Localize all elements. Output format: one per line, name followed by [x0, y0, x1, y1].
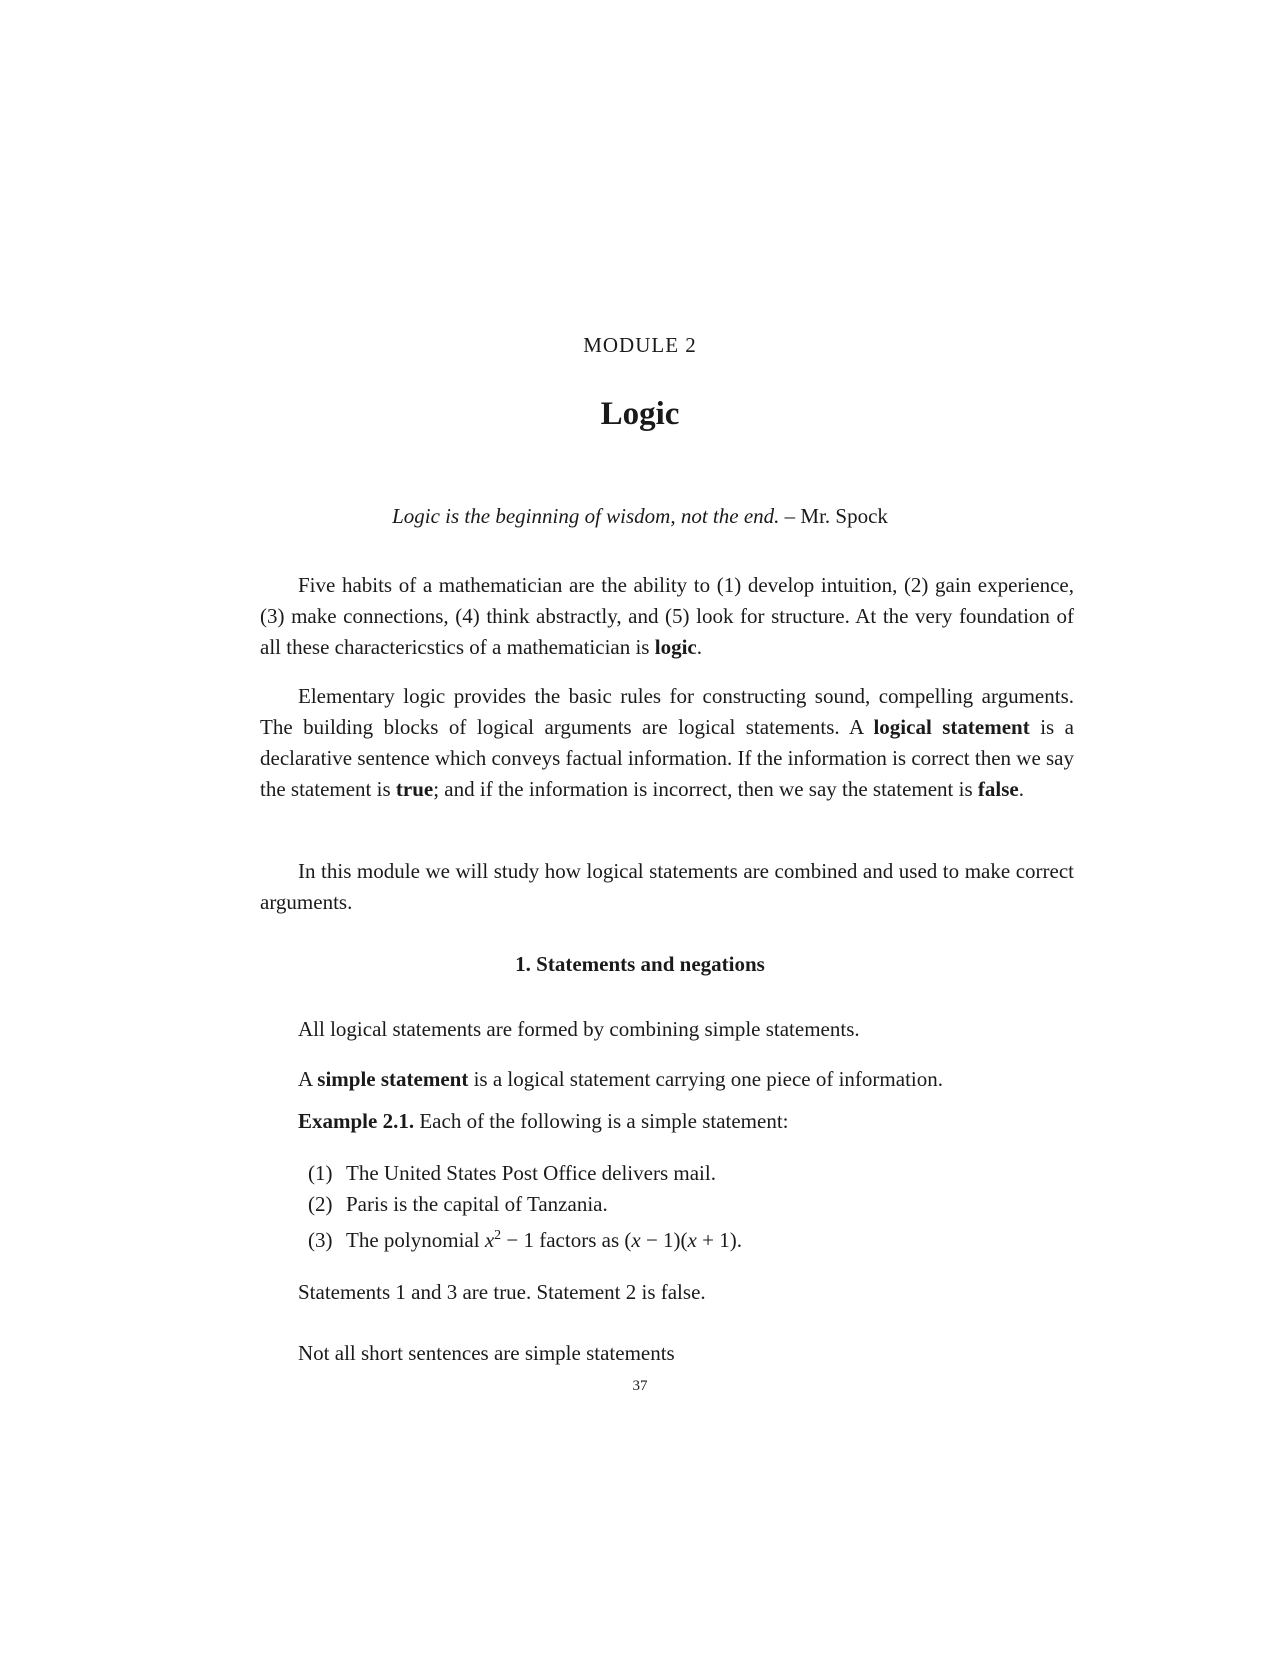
- section-intro: All logical statements are formed by combining simple statements.: [298, 1017, 860, 1041]
- epigraph: [0, 504, 1280, 529]
- paragraph-elementary-t2: is a declarative sentence which conveys factual information. If the information is correct then we say the statement is: [260, 715, 1075, 801]
- math-variable: x: [687, 1228, 697, 1252]
- page-title: Logic: [600, 396, 680, 432]
- list-item: [308, 1220, 1068, 1256]
- term-false: false: [977, 777, 1019, 801]
- definition-t2: is a logical statement carrying one piece of information.: [468, 1067, 943, 1091]
- math-variable: x: [631, 1228, 641, 1252]
- example-2-1: [298, 1106, 1078, 1137]
- statements-verdict: Statements 1 and 3 are true. Statement 2 is false.: [298, 1280, 706, 1304]
- page-number: 37: [632, 1378, 648, 1394]
- term-logical-statement: logical statement: [873, 715, 1030, 739]
- paragraph-elementary-t3: ; and if the information is incorrect, then we say the statement is: [433, 777, 978, 801]
- paragraph-habits: [260, 570, 1074, 663]
- paragraph-module-intro: In this module we will study how logical statements are combined and used to make correct arguments.: [260, 859, 1074, 914]
- definition-simple-statement: [298, 1064, 1078, 1095]
- list-item-number: (1): [308, 1161, 333, 1185]
- paragraph-elementary-t4: .: [1018, 777, 1024, 801]
- paragraph-habits-end: .: [696, 635, 702, 659]
- epigraph-attribution: – Mr. Spock: [779, 504, 888, 528]
- example-label: Example 2.1.: [298, 1109, 415, 1133]
- math-exponent: 2: [494, 1228, 502, 1243]
- list-item-number: (3): [308, 1228, 333, 1252]
- list-item-text: + 1).: [696, 1228, 742, 1252]
- definition-t1: A: [298, 1067, 318, 1091]
- paragraph-habits-text: Five habits of a mathematician are the ability to (1) develop intuition, (2) gain experience, (3) make connections, (4) think abstractly, and (5) look for structure. At the very foundation of all these charactericstics of a mathematician is: [260, 573, 1074, 659]
- module-label: MODULE 2: [583, 333, 697, 357]
- section-heading: 1. Statements and negations: [515, 952, 765, 976]
- epigraph-quote: Logic is the beginning of wisdom, not the end.: [392, 504, 780, 528]
- list-item-text: − 1 factors as (: [501, 1228, 632, 1252]
- list-item-text: The polynomial: [346, 1228, 485, 1252]
- list-item-text: − 1)(: [640, 1228, 688, 1252]
- example-text: Each of the following is a simple statement:: [414, 1109, 789, 1133]
- term-true: true: [395, 777, 434, 801]
- paragraph-elementary-logic: [260, 681, 1074, 805]
- term-simple-statement: simple statement: [317, 1067, 469, 1091]
- math-variable: x: [484, 1228, 495, 1252]
- list-item: [308, 1158, 1068, 1189]
- list-item: [308, 1189, 1068, 1220]
- list-item-text: The United States Post Office delivers mail.: [346, 1161, 716, 1185]
- example-list: [308, 1158, 1068, 1256]
- paragraph-elementary-t1: Elementary logic provides the basic rules for constructing sound, compelling arguments. The building blocks of logical arguments are logical statements. A: [260, 684, 1074, 739]
- list-item-text: Paris is the capital of Tanzania.: [346, 1192, 608, 1216]
- list-item-number: (2): [308, 1192, 333, 1216]
- term-logic: logic: [654, 635, 697, 659]
- short-sentences-note: Not all short sentences are simple statements: [298, 1341, 675, 1365]
